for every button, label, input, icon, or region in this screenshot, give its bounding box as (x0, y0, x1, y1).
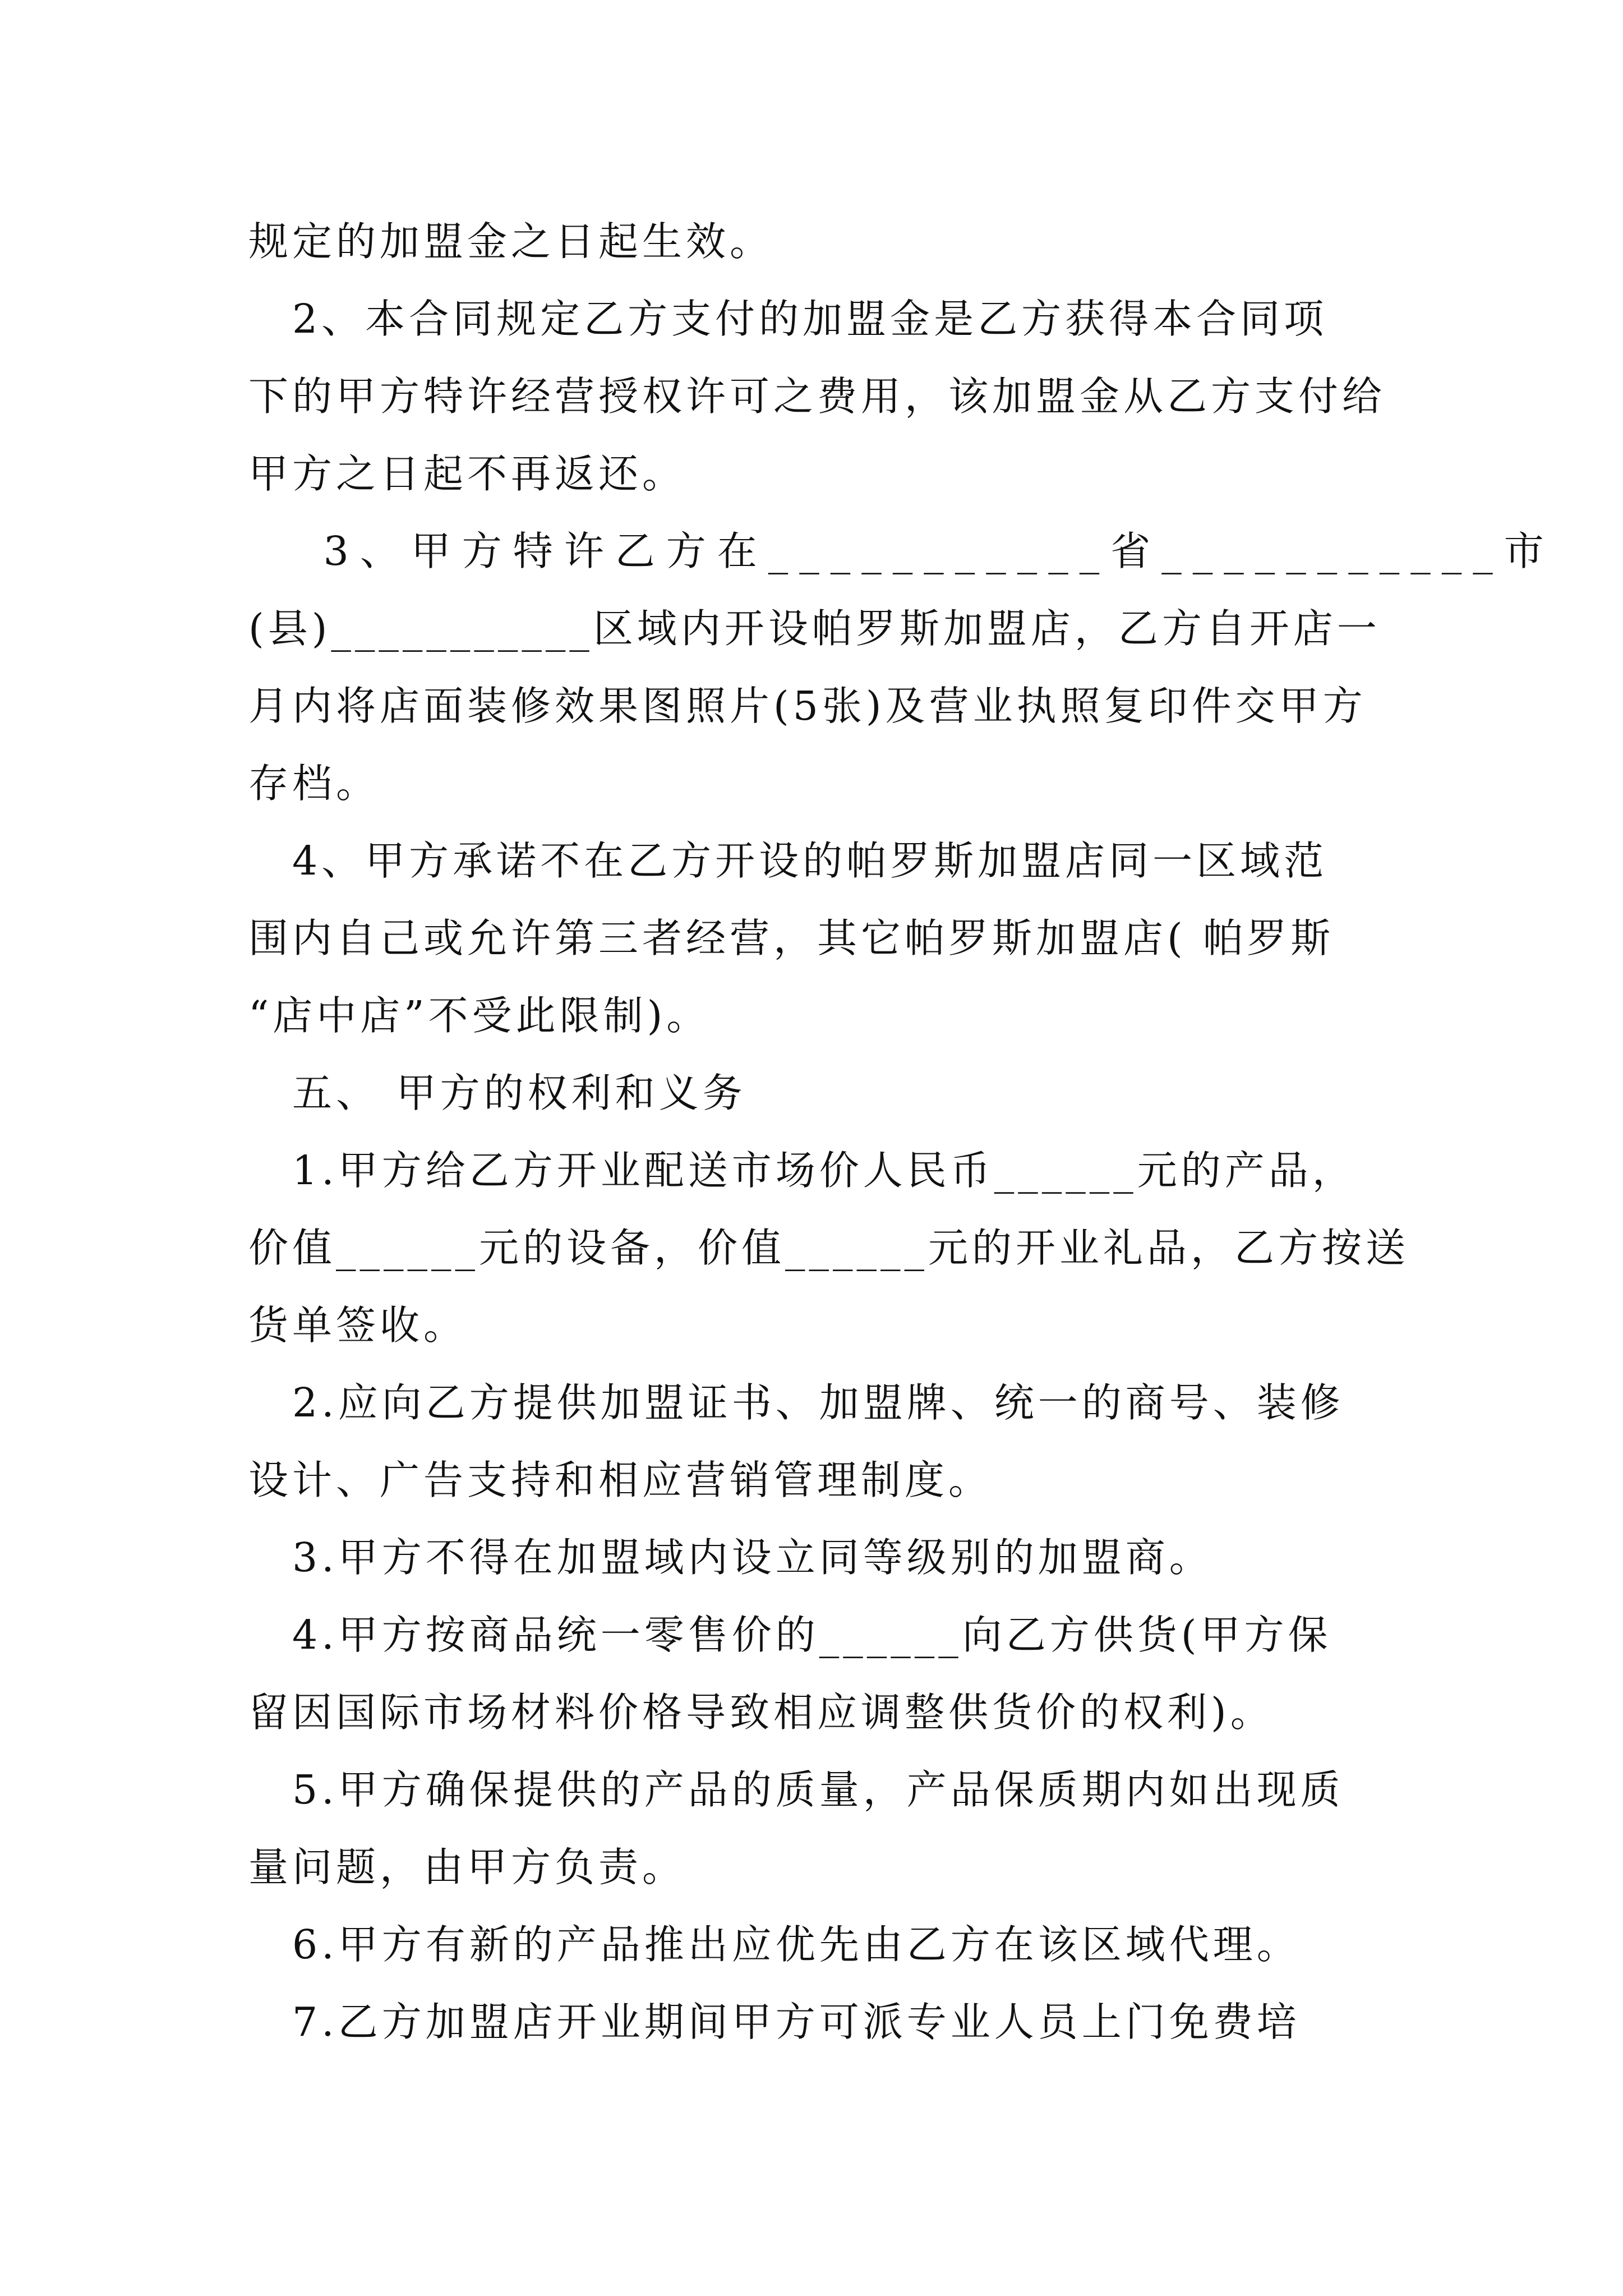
text-line: 5.甲方确保提供的产品的质量，产品保质期内如出现质 (248, 1766, 1344, 1813)
section-heading: 五、 甲方的权利和义务 (248, 1070, 746, 1116)
text-line: 3、甲方特许乙方在___________省___________市 (248, 528, 1555, 574)
text-line: 3.甲方不得在加盟域内设立同等级别的加盟商。 (248, 1534, 1213, 1581)
text-line: (县)___________区域内开设帕罗斯加盟店，乙方自开店一 (248, 605, 1381, 652)
text-line: 下的甲方特许经营授权许可之费用，该加盟金从乙方支付给 (248, 373, 1386, 420)
text-line: “店中店”不受此限制)。 (248, 992, 711, 1039)
text-line: 价值______元的设备，价值______元的开业礼品，乙方按送 (248, 1225, 1410, 1271)
text-line: 存档。 (248, 760, 380, 807)
text-line: 规定的加盟金之日起生效。 (248, 218, 774, 265)
text-line: 量问题，由甲方负责。 (248, 1844, 686, 1890)
text-line: 设计、广告支持和相应营销管理制度。 (248, 1457, 993, 1503)
text-line: 2、本合同规定乙方支付的加盟金是乙方获得本合同项 (248, 296, 1328, 342)
text-line: 7.乙方加盟店开业期间甲方可派专业人员上门免费培 (248, 1999, 1301, 2045)
text-line: 1.甲方给乙方开业配送市场价人民币______元的产品， (248, 1147, 1356, 1194)
text-line: 4.甲方按商品统一零售价的______向乙方供货(甲方保 (248, 1612, 1332, 1658)
text-line: 2.应向乙方提供加盟证书、加盟牌、统一的商号、装修 (248, 1379, 1344, 1426)
text-line: 围内自己或允许第三者经营，其它帕罗斯加盟店( 帕罗斯 (248, 915, 1335, 961)
text-line: 货单签收。 (248, 1302, 468, 1349)
text-line: 留因国际市场材料价格导致相应调整供货价的权利)。 (248, 1689, 1274, 1736)
text-line: 甲方之日起不再返还。 (248, 450, 686, 497)
text-line: 4、甲方承诺不在乙方开设的帕罗斯加盟店同一区域范 (248, 838, 1328, 884)
text-line: 月内将店面装修效果图照片(5张)及营业执照复印件交甲方 (248, 683, 1367, 729)
text-line: 6.甲方有新的产品推出应优先由乙方在该区域代理。 (248, 1921, 1301, 1968)
document-body (248, 203, 1555, 2061)
